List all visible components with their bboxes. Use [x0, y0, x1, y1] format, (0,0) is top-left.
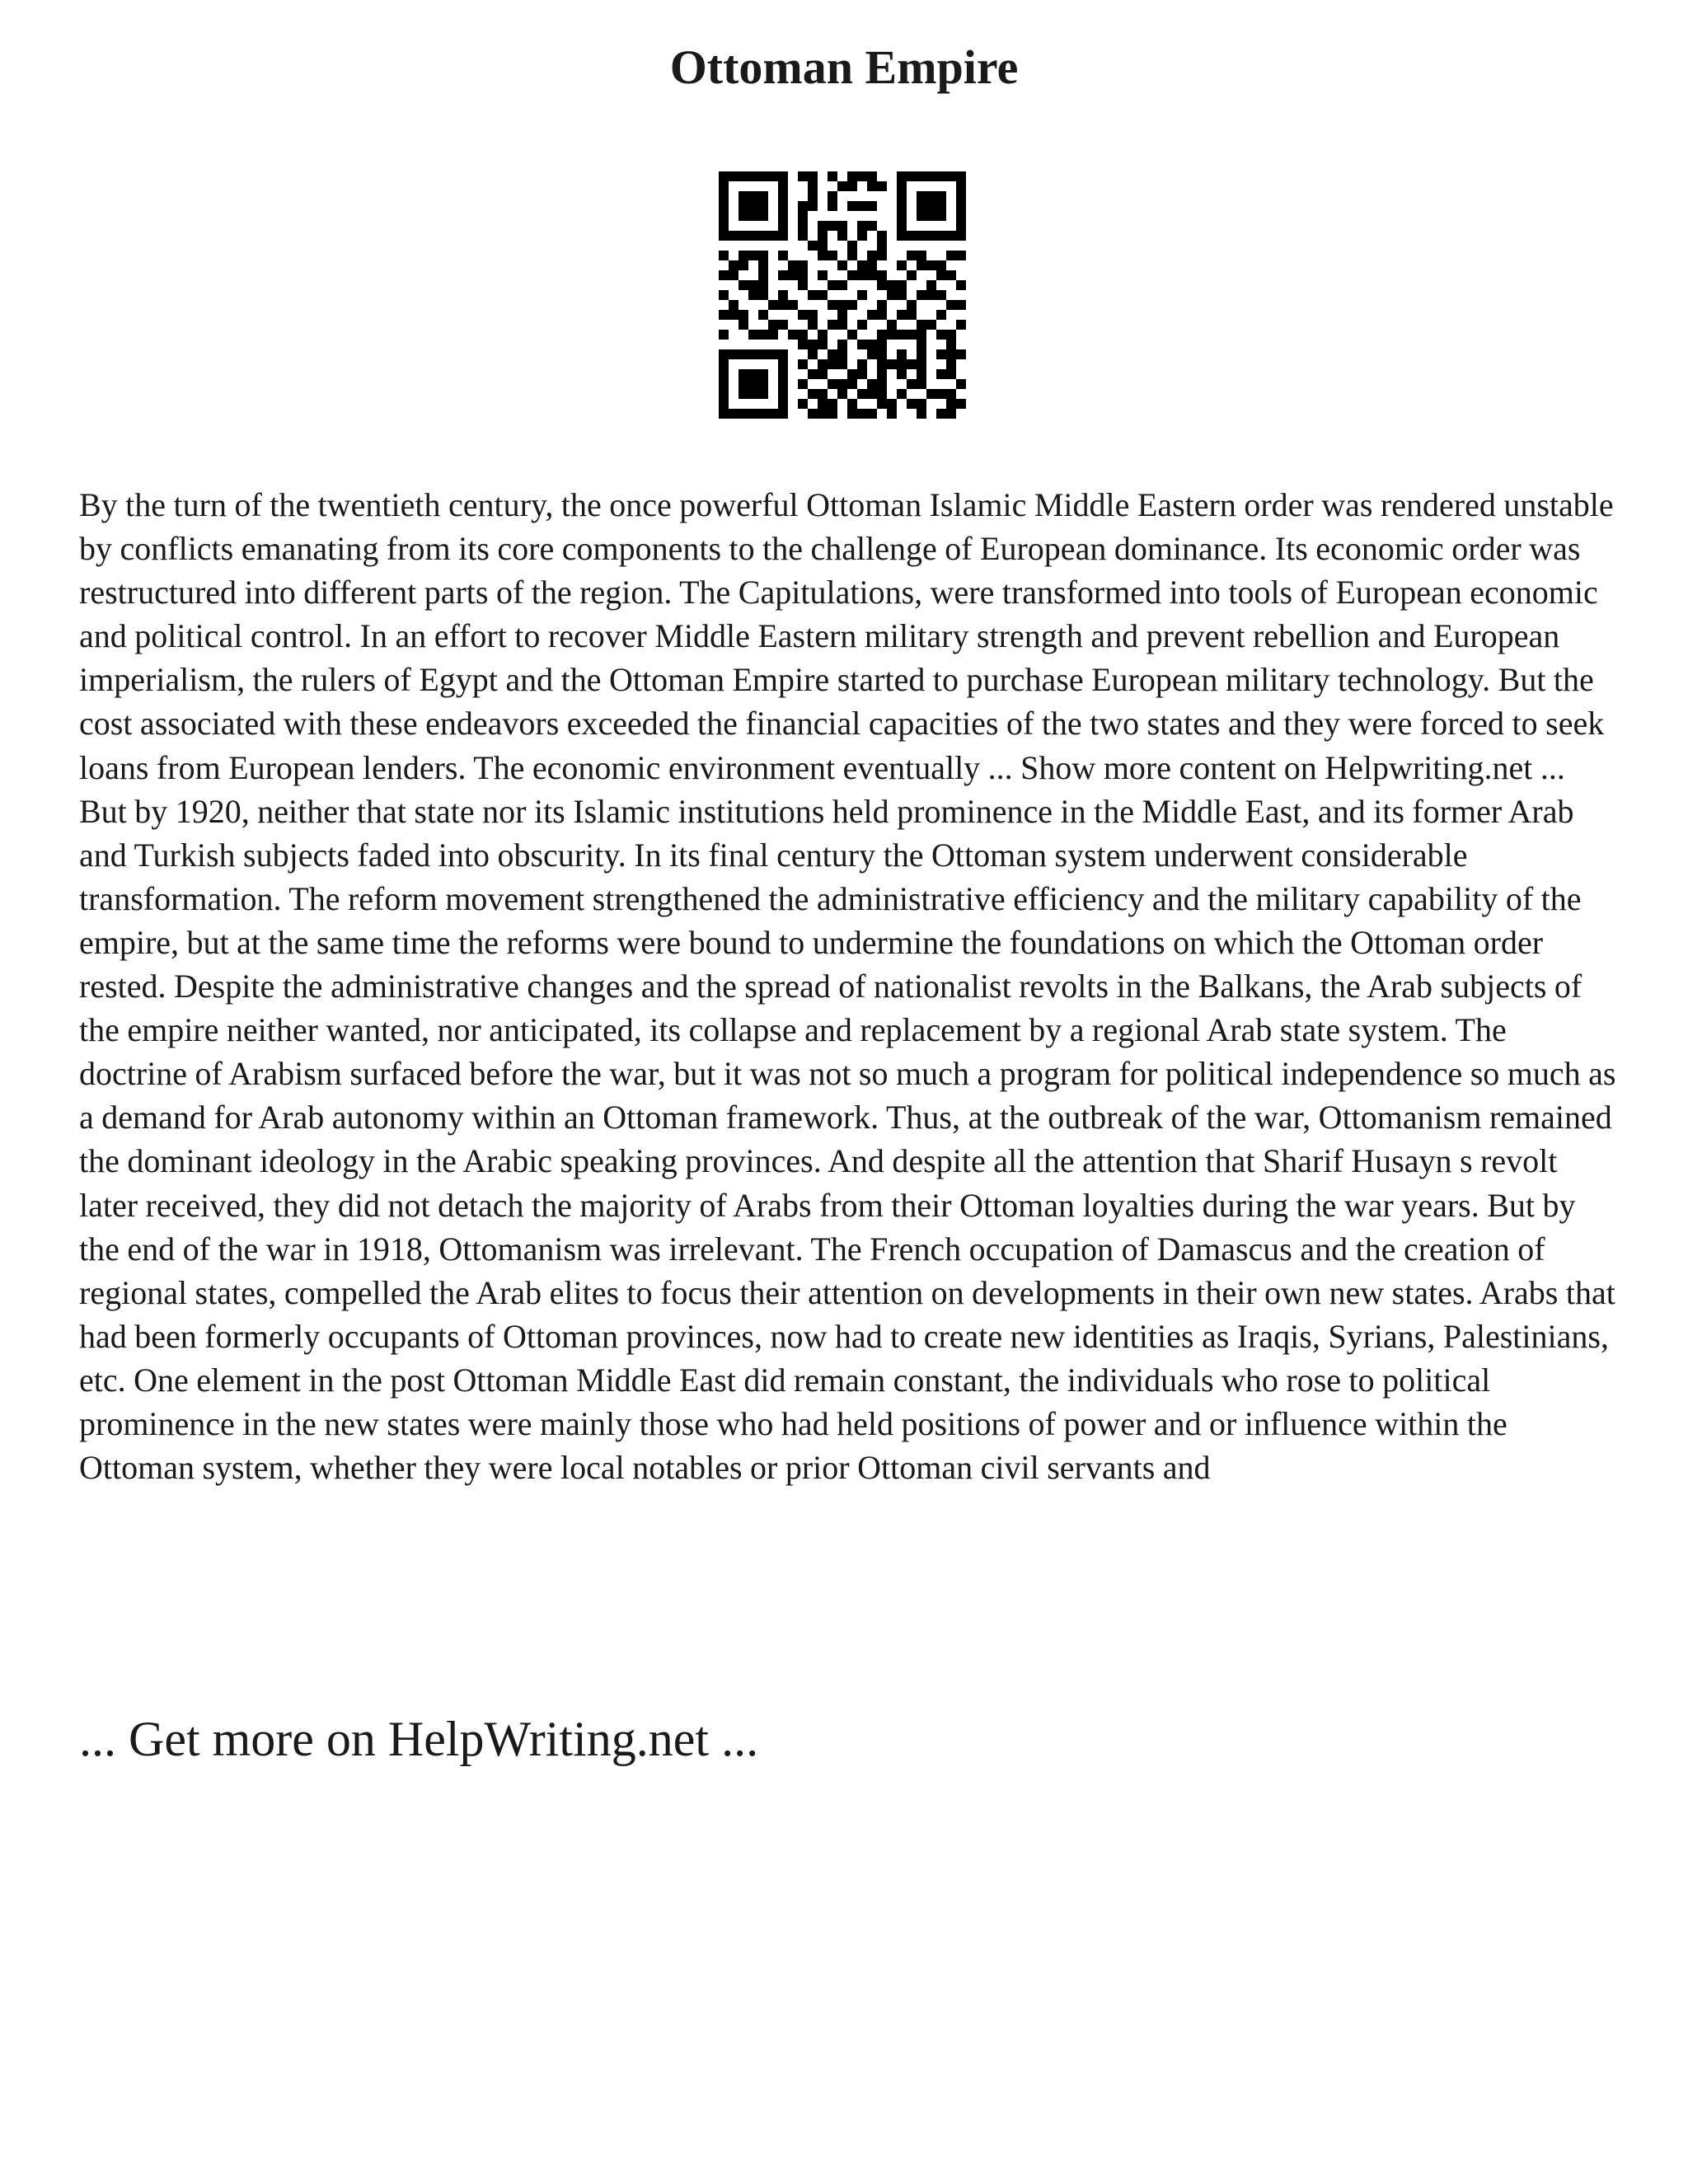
qr-code-icon	[719, 171, 966, 419]
get-more-link[interactable]: ... Get more on HelpWriting.net ...	[79, 1712, 759, 1766]
page-title: Ottoman Empire	[669, 40, 1019, 94]
article-body: By the turn of the twentieth century, the once powerful Ottoman Islamic Middle Eastern order was rendered unstable by conflicts emanating from its core components to the challenge of European dominance. Its economic order was restructured into different parts of the region. The Capitulations, were transformed into tools of European economic and political control. In an effort to recover Middle Eastern military strength and prevent rebellion and European imperialism, the rulers of Egypt and the Ottoman Empire started to purchase European military technology. But the cost associated with these endeavors exceeded the financial capacities of the two states and they were forced to seek loans from European lenders. The economic environment eventually ... Show more content on Helpwriting.net ... But by 1920, neither that state nor its Islamic institutions held prominence in the Middle East, and its former Arab and Turkish subjects faded into obscurity. In its final century the Ottoman system underwent considerable transformation. The reform movement strengthened the administrative efficiency and the military capability of the empire, but at the same time the reforms were bound to undermine the foundations on which the Ottoman order rested. Despite the administrative changes and the spread of nationalist revolts in the Balkans, the Arab subjects of the empire neither wanted, nor anticipated, its collapse and replacement by a regional Arab state system. The doctrine of Arabism surfaced before the war, but it was not so much a program for political independence so much as a demand for Arab autonomy within an Ottoman framework. Thus, at the outbreak of the war, Ottomanism remained the dominant ideology in the Arabic speaking provinces. And despite all the attention that Sharif Husayn s revolt later received, they did not detach the majority of Arabs from their Ottoman loyalties during the war years. But by the end of the war in 1918, Ottomanism was irrelevant. The French occupation of Damascus and the creation of regional states, compelled the Arab elites to focus their attention on developments in their own new states. Arabs that had been formerly occupants of Ottoman provinces, now had to create new identities as Iraqis, Syrians, Palestinians, etc. One element in the post Ottoman Middle East did remain constant, the individuals who rose to political prominence in the new states were mainly those who had held positions of power and or influence within the Ottoman system, whether they were local notables or prior Ottoman civil servants and	[79, 486, 1616, 1487]
